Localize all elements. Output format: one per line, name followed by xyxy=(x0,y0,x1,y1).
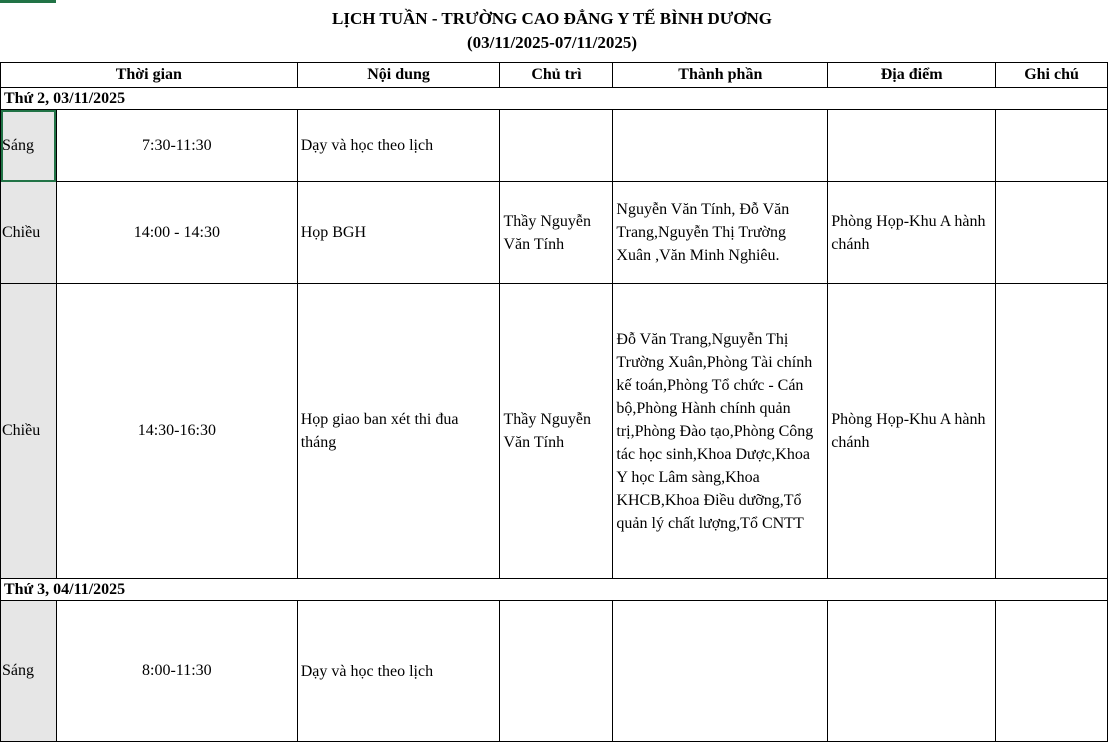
time-cell[interactable]: 8:00-11:30 xyxy=(56,601,297,742)
location-cell[interactable]: Phòng Họp-Khu A hành chánh xyxy=(828,284,996,579)
time-cell[interactable]: 14:00 - 14:30 xyxy=(56,182,297,284)
host-cell[interactable] xyxy=(500,601,613,742)
session-cell[interactable]: Sáng xyxy=(1,601,57,742)
schedule-title: LỊCH TUẦN - TRƯỜNG CAO ĐẲNG Y TẾ BÌNH DƯƠNG xyxy=(332,9,772,28)
content-cell[interactable]: Họp giao ban xét thi đua tháng xyxy=(297,284,500,579)
schedule-date-range: (03/11/2025-07/11/2025) xyxy=(467,33,637,52)
table-row xyxy=(1,284,1108,579)
day-row-tuesday xyxy=(1,579,1108,601)
session-cell[interactable]: Chiều xyxy=(1,284,57,579)
session-cell[interactable]: Chiều xyxy=(1,182,57,284)
host-cell[interactable]: Thầy Nguyễn Văn Tính xyxy=(500,284,613,579)
day-label[interactable]: Thứ 2, 03/11/2025 xyxy=(1,88,1108,110)
location-cell[interactable]: Phòng Họp-Khu A hành chánh xyxy=(828,182,996,284)
content-cell[interactable]: Dạy và học theo lịch xyxy=(297,601,500,742)
day-row-monday xyxy=(1,88,1108,110)
time-cell[interactable]: 14:30-16:30 xyxy=(56,284,297,579)
sheet-title-block xyxy=(0,0,1108,63)
participants-cell[interactable]: Đỗ Văn Trang,Nguyễn Thị Trường Xuân,Phòng Tài chính kế toán,Phòng Tổ chức - Cán bộ,Phòng Hành chính quản trị,Phòng Đào tạo,Phòng Công tác học sinh,Khoa Dược,Khoa Y học Lâm sàng,Khoa KHCB,Khoa Điều dưỡng,Tổ quản lý chất lượng,Tổ CNTT xyxy=(613,284,828,579)
header-host[interactable]: Chủ trì xyxy=(500,63,613,88)
table-row xyxy=(1,182,1108,284)
table-row xyxy=(1,601,1108,742)
header-content[interactable]: Nội dung xyxy=(297,63,500,88)
header-time[interactable]: Thời gian xyxy=(1,63,298,88)
host-cell[interactable]: Thầy Nguyễn Văn Tính xyxy=(500,182,613,284)
content-cell[interactable]: Dạy và học theo lịch xyxy=(297,110,500,182)
location-cell[interactable] xyxy=(828,110,996,182)
selection-indicator xyxy=(0,0,56,3)
header-note[interactable]: Ghi chú xyxy=(996,63,1108,88)
participants-cell[interactable] xyxy=(613,601,828,742)
note-cell[interactable] xyxy=(996,284,1108,579)
participants-cell[interactable] xyxy=(613,110,828,182)
header-row xyxy=(1,63,1108,88)
content-cell[interactable]: Họp BGH xyxy=(297,182,500,284)
location-cell[interactable] xyxy=(828,601,996,742)
note-cell[interactable] xyxy=(996,110,1108,182)
host-cell[interactable] xyxy=(500,110,613,182)
note-cell[interactable] xyxy=(996,182,1108,284)
participants-cell[interactable]: Nguyễn Văn Tính, Đỗ Văn Trang,Nguyễn Thị Trường Xuân ,Văn Minh Nghiêu. xyxy=(613,182,828,284)
header-location[interactable]: Địa điểm xyxy=(828,63,996,88)
schedule-table xyxy=(0,62,1108,742)
session-cell[interactable]: Sáng xyxy=(1,110,57,182)
day-label[interactable]: Thứ 3, 04/11/2025 xyxy=(1,579,1108,601)
time-cell[interactable]: 7:30-11:30 xyxy=(56,110,297,182)
table-row xyxy=(1,110,1108,182)
note-cell[interactable] xyxy=(996,601,1108,742)
header-participants[interactable]: Thành phần xyxy=(613,63,828,88)
